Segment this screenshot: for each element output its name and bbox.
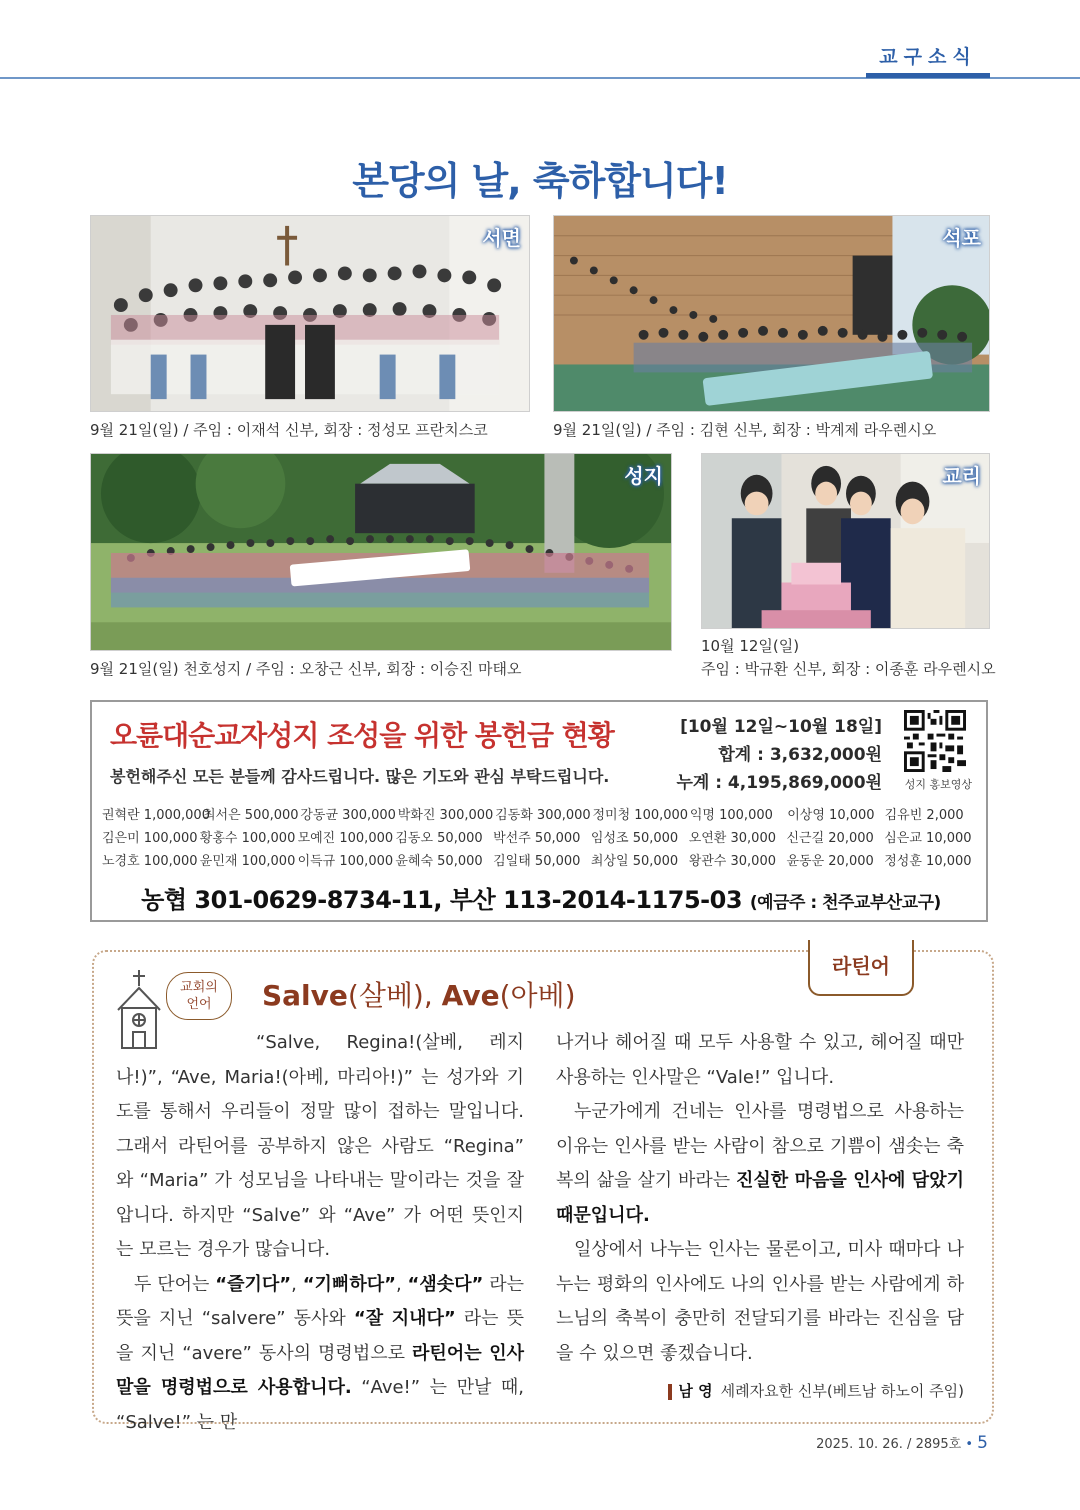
donor-entry: 이상영 10,000 (787, 808, 875, 823)
donor-entry: 김일태 50,000 (493, 854, 581, 869)
author-name: 남 영 (678, 1382, 713, 1400)
text-run: , (395, 1273, 408, 1295)
article-right-column (556, 1026, 964, 1371)
bank-accounts (92, 880, 990, 915)
emphasis: “잘 지내다” (353, 1308, 456, 1329)
photo-seokpo (553, 215, 990, 412)
text-run: 누군가에게 건네는 인사를 명령법으로 사용하는 이유는 인사를 받는 사람이 참으로 기쁨이 샘솟는 축복의 삶을 살기 바라는 (556, 1101, 964, 1191)
text-run: “Ave!” 는 만날 때, “Salve!” 는 만 (116, 1377, 525, 1433)
group-photo-image (554, 216, 989, 411)
donor-entry: 임성조 50,000 (590, 831, 679, 846)
photo-tag: 교리 (942, 464, 981, 488)
article-title (262, 974, 576, 1014)
photo-seomyeon (90, 215, 530, 412)
latin-tab: 라틴어 (808, 940, 914, 996)
donor-entry: 김동오 50,000 (395, 831, 483, 846)
emphasis: 라틴어는 인사말을 명령법으로 사용합니다. (116, 1342, 524, 1398)
emphasis: “즐기다” (215, 1273, 292, 1295)
offering-title: 오륜대순교자성지 조성을 위한 봉헌금 현황 (110, 719, 614, 752)
paragraph (556, 1095, 964, 1233)
donor-entry: 익명 100,000 (689, 808, 773, 823)
donor-entry: 윤혜숙 50,000 (395, 854, 483, 869)
photo-caption: 주임 : 박규환 신부, 회장 : 이종훈 라우렌시오 (701, 660, 996, 678)
donor-entry: 윤동운 20,000 (786, 854, 874, 869)
author-line (668, 1380, 964, 1401)
donor-row (102, 804, 982, 827)
qr-label: 성지 홍보영상 (904, 778, 972, 791)
emphasis: “기뻐하다” (302, 1273, 396, 1295)
donor-entry: 신근길 20,000 (786, 831, 874, 846)
donor-entry: 김동화 300,000 (495, 808, 591, 823)
offering-box (90, 700, 988, 922)
donor-entry: 박화진 300,000 (397, 808, 494, 823)
page-number: 5 (977, 1433, 988, 1453)
footer-bullet: • (965, 1437, 974, 1452)
group-photo-image (91, 216, 529, 411)
bank-account-numbers: 농협 301-0629-8734-11, 부산 113-2014-1175-03 (141, 886, 743, 914)
paragraph: 나거나 헤어질 때 모두 사용할 수 있고, 헤어질 때만 사용하는 인사말은 “Vale!” 입니다. (556, 1032, 964, 1088)
donor-entry: 노경호 100,000 (102, 854, 198, 869)
donor-entry: 심은교 10,000 (884, 831, 972, 846)
page-title: 본당의 날, 축하합니다! (352, 159, 728, 203)
donor-entry: 김은미 100,000 (102, 831, 198, 846)
text-run: 라는 뜻을 지닌 “salvere” 동사와 (116, 1273, 525, 1329)
donor-row (102, 827, 982, 850)
title-word-kr: (아베) (499, 979, 576, 1012)
donor-entry: 이득규 100,000 (297, 854, 394, 869)
offering-sum: 합계 : 3,632,000원 (718, 745, 882, 765)
bank-holder: (예금주 : 천주교부산교구) (749, 893, 941, 913)
donor-entry: 강동균 300,000 (300, 808, 396, 823)
title-word: Salve (262, 979, 348, 1012)
text-run: , (291, 1273, 303, 1295)
photo-caption-date: 10월 12일(일) (701, 637, 800, 655)
donor-entry: 권혁란 1,000,000 (102, 808, 210, 823)
photo-tag: 서면 (482, 226, 521, 250)
badge-line: 언어 (186, 997, 212, 1012)
photo-caption: 9월 21일(일) 천호성지 / 주임 : 오창근 신부, 회장 : 이승진 마태오 (90, 660, 522, 678)
photo-caption: 9월 21일(일) / 주임 : 이재석 신부, 회장 : 정성모 프란치스코 (90, 421, 488, 439)
photo-tag: 석포 (942, 226, 981, 250)
offering-total: 누계 : 4,195,869,000원 (676, 773, 882, 793)
photo-gyori (701, 453, 990, 629)
donor-entry: 최상일 50,000 (590, 854, 679, 869)
badge-line: 교회의 (180, 980, 218, 995)
emphasis: “샘솟다” (407, 1273, 484, 1295)
author-marker (668, 1384, 672, 1400)
section-label: 교구소식 (866, 42, 990, 78)
donor-entry: 김유빈 2,000 (884, 808, 964, 823)
author-description: 세례자요한 신부(베트남 하노이 주임) (720, 1382, 964, 1400)
offering-thanks: 봉헌해주신 모든 분들께 감사드립니다. 많은 기도와 관심 부탁드립니다. (110, 767, 610, 786)
donor-entry: 황홍수 100,000 (199, 831, 296, 846)
photo-seongji (90, 453, 672, 651)
donor-entry: 박선주 50,000 (493, 831, 581, 846)
emphasis: 진실한 마음을 인사에 담았기 때문입니다. (556, 1170, 964, 1226)
donor-entry: 왕관수 30,000 (688, 854, 776, 869)
text-run: 두 단어는 (134, 1273, 216, 1295)
donor-entry: 오연환 30,000 (688, 831, 776, 846)
paragraph (116, 1268, 524, 1441)
qr-code-icon[interactable] (904, 710, 966, 772)
donor-entry: 정미청 100,000 (592, 808, 689, 823)
page-footer (816, 1433, 988, 1453)
donor-row (102, 850, 982, 873)
paragraph: “Salve, Regina!(살베, 레지나!)”, “Ave, Maria!(아베, 마리아!)” 는 성가와 기도를 통해서 우리들이 정말 많이 접하는 말입니다. 그래서 라틴어를 공부하지 않은 사람도 “Regina” 와 “Maria” 가 성모님을 나타내는 말이라는 것을 잘 압니다. 하지만 “Salve” 와 “Ave” 가 어떤 뜻인지는 모르는 경우가 많습니다. (116, 1032, 524, 1260)
church-language-badge (166, 972, 232, 1020)
text-run: 라는 뜻을 지닌 “avere” 동사의 명령법으로 (116, 1308, 525, 1364)
title-word-kr: (살베), (347, 979, 442, 1012)
donor-entry: 최서은 500,000 (203, 808, 299, 823)
donor-list (102, 804, 982, 873)
photo-tag: 성지 (624, 464, 663, 488)
donor-entry: 모예진 100,000 (297, 831, 394, 846)
issue-date: 2025. 10. 26. / 2895호 (816, 1437, 962, 1452)
offering-period: [10월 12일~10월 18일] (680, 717, 882, 737)
photo-caption: 9월 21일(일) / 주임 : 김현 신부, 회장 : 박계제 라우렌시오 (553, 421, 937, 439)
title-word: Ave (441, 979, 500, 1012)
paragraph: 일상에서 나누는 인사는 물론이고, 미사 때마다 나누는 평화의 인사에도 나의 인사를 받는 사람에게 하느님의 축복이 충만히 전달되기를 바라는 진심을 담을 수 있으면 좋겠습니다. (556, 1239, 964, 1364)
donor-entry: 정성훈 10,000 (884, 854, 972, 869)
article-left-column (116, 1026, 524, 1440)
group-photo-image (91, 454, 671, 650)
donor-entry: 윤민재 100,000 (199, 854, 296, 869)
